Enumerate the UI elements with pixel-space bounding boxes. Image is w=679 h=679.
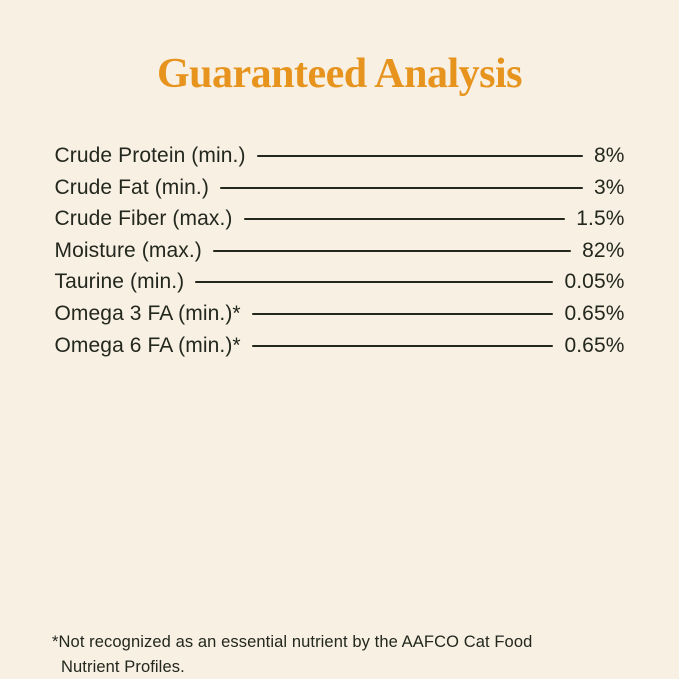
nutrient-label: Crude Fat (min.)	[54, 175, 209, 199]
footnote	[52, 630, 532, 679]
leader-line	[257, 155, 583, 157]
leader-line	[220, 187, 583, 189]
leader-line	[195, 281, 553, 283]
nutrient-value: 0.65%	[564, 302, 625, 326]
nutrient-value: 8%	[593, 144, 625, 168]
table-row	[55, 330, 625, 362]
table-row	[55, 203, 625, 235]
nutrient-value: 1.5%	[576, 207, 625, 231]
guaranteed-analysis-label	[0, 50, 679, 679]
table-row	[55, 267, 625, 299]
nutrient-label: Moisture (max.)	[54, 238, 202, 262]
table-row	[55, 172, 625, 204]
nutrient-label: Omega 6 FA (min.)*	[54, 333, 241, 357]
table-row	[55, 235, 625, 267]
leader-line	[252, 345, 554, 347]
page-title: Guaranteed Analysis	[156, 51, 523, 97]
nutrient-value: 82%	[582, 238, 625, 262]
table-row	[55, 298, 625, 330]
nutrient-label: Crude Protein (min.)	[54, 144, 246, 168]
leader-line	[244, 218, 566, 220]
nutrient-value: 0.05%	[564, 270, 625, 294]
nutrient-label: Crude Fiber (max.)	[54, 207, 233, 231]
nutrient-value: 0.65%	[564, 333, 625, 357]
table-row	[55, 140, 625, 172]
footnote-line: *Not recognized as an essential nutrient by the AAFCO Cat Food	[52, 633, 533, 651]
leader-line	[252, 313, 554, 315]
footnote-line: Nutrient Profiles.	[61, 658, 185, 676]
nutrient-label: Omega 3 FA (min.)*	[54, 302, 241, 326]
analysis-table	[55, 140, 625, 361]
nutrient-label: Taurine (min.)	[54, 270, 185, 294]
leader-line	[213, 250, 571, 252]
nutrient-value: 3%	[593, 175, 625, 199]
